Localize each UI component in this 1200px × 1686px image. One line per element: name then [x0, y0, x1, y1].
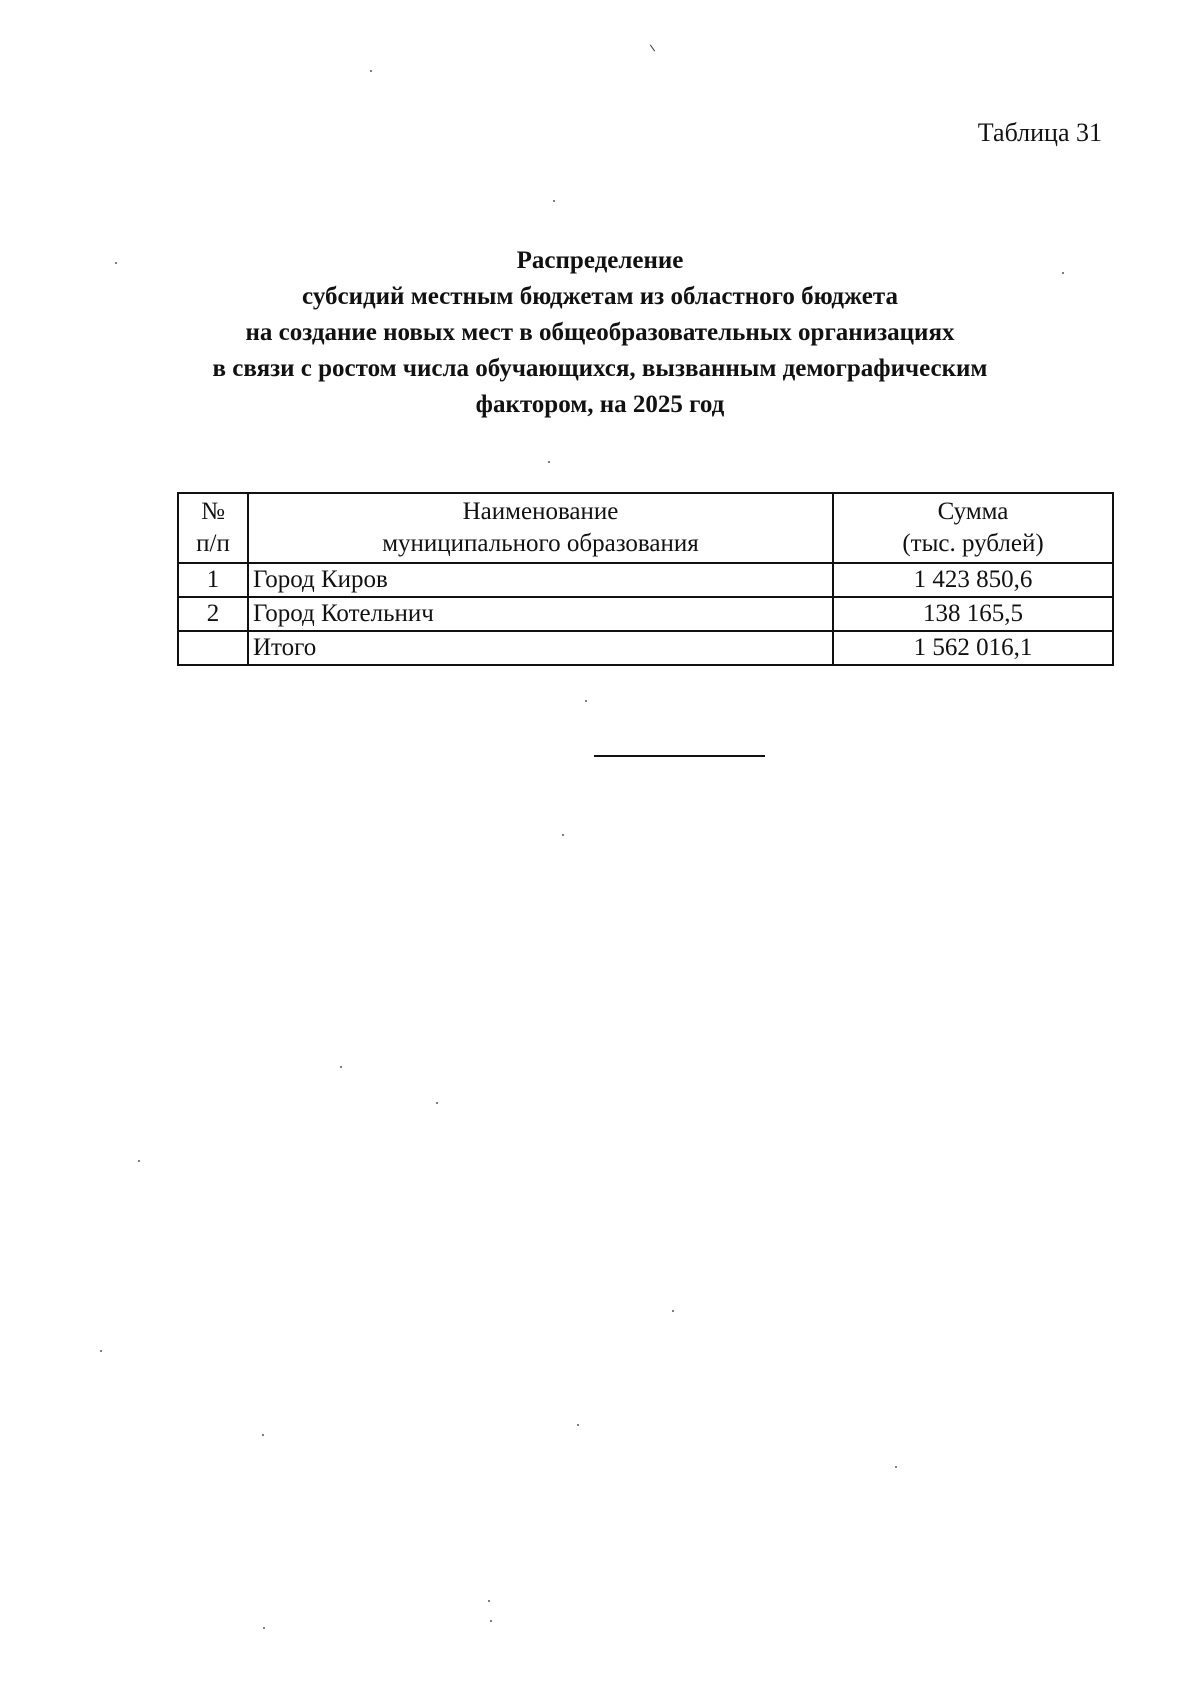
row-sum: 138 165,5: [833, 597, 1113, 631]
end-separator-line: [594, 755, 765, 757]
scan-speck: [115, 262, 117, 264]
row-name: Город Киров: [248, 563, 833, 597]
scan-speck: [577, 1424, 579, 1426]
table-number: Таблица 31: [977, 118, 1102, 147]
scan-speck: [100, 1350, 102, 1352]
scan-speck: [263, 1627, 265, 1629]
header-num-line: п/п: [196, 530, 230, 557]
header-sum: [833, 493, 1113, 563]
scan-speck: [340, 1066, 342, 1068]
row-num: 2: [178, 597, 248, 631]
row-num: 1: [178, 563, 248, 597]
scan-speck: [895, 1466, 897, 1468]
title-line: фактором, на 2025 год: [475, 391, 725, 418]
subsidy-table: [177, 492, 1114, 666]
scan-speck: [138, 1160, 140, 1162]
row-sum: 1 423 850,6: [833, 563, 1113, 597]
table-body: [178, 563, 1113, 665]
scan-speck: [1062, 272, 1064, 274]
document-title: [150, 243, 1050, 423]
header-name-line: муниципального образования: [382, 530, 699, 557]
header-row: [178, 493, 1113, 563]
scan-speck: [650, 44, 655, 51]
row-num: [178, 631, 248, 665]
header-name-line: Наименование: [462, 498, 619, 525]
scan-speck: [585, 700, 587, 702]
header-num-line: №: [201, 498, 225, 525]
title-line: субсидий местным бюджетам из областного бюджета: [302, 283, 898, 310]
table-row: [178, 563, 1113, 597]
scan-speck: [370, 70, 372, 72]
table-total-row: [178, 631, 1113, 665]
scan-speck: [548, 461, 550, 463]
header-sum-line: (тыс. рублей): [902, 530, 1044, 557]
scan-speck: [672, 1310, 674, 1312]
header-num: [178, 493, 248, 563]
header-sum-line: Сумма: [937, 498, 1009, 525]
title-line: Распределение: [516, 247, 684, 274]
scan-speck: [262, 1434, 264, 1436]
title-line: в связи с ростом числа обучающихся, вызванным демографическим: [212, 355, 988, 382]
scan-speck: [490, 1620, 492, 1622]
row-name: Город Котельнич: [248, 597, 833, 631]
scan-speck: [562, 834, 564, 836]
row-name: Итого: [248, 631, 833, 665]
header-name: [248, 493, 833, 563]
scan-speck: [488, 1600, 490, 1602]
title-line: на создание новых мест в общеобразовательных организациях: [245, 319, 955, 346]
scan-speck: [553, 200, 555, 202]
scan-speck: [436, 1102, 438, 1104]
table-header: [178, 493, 1113, 563]
table-row: [178, 597, 1113, 631]
row-sum: 1 562 016,1: [833, 631, 1113, 665]
